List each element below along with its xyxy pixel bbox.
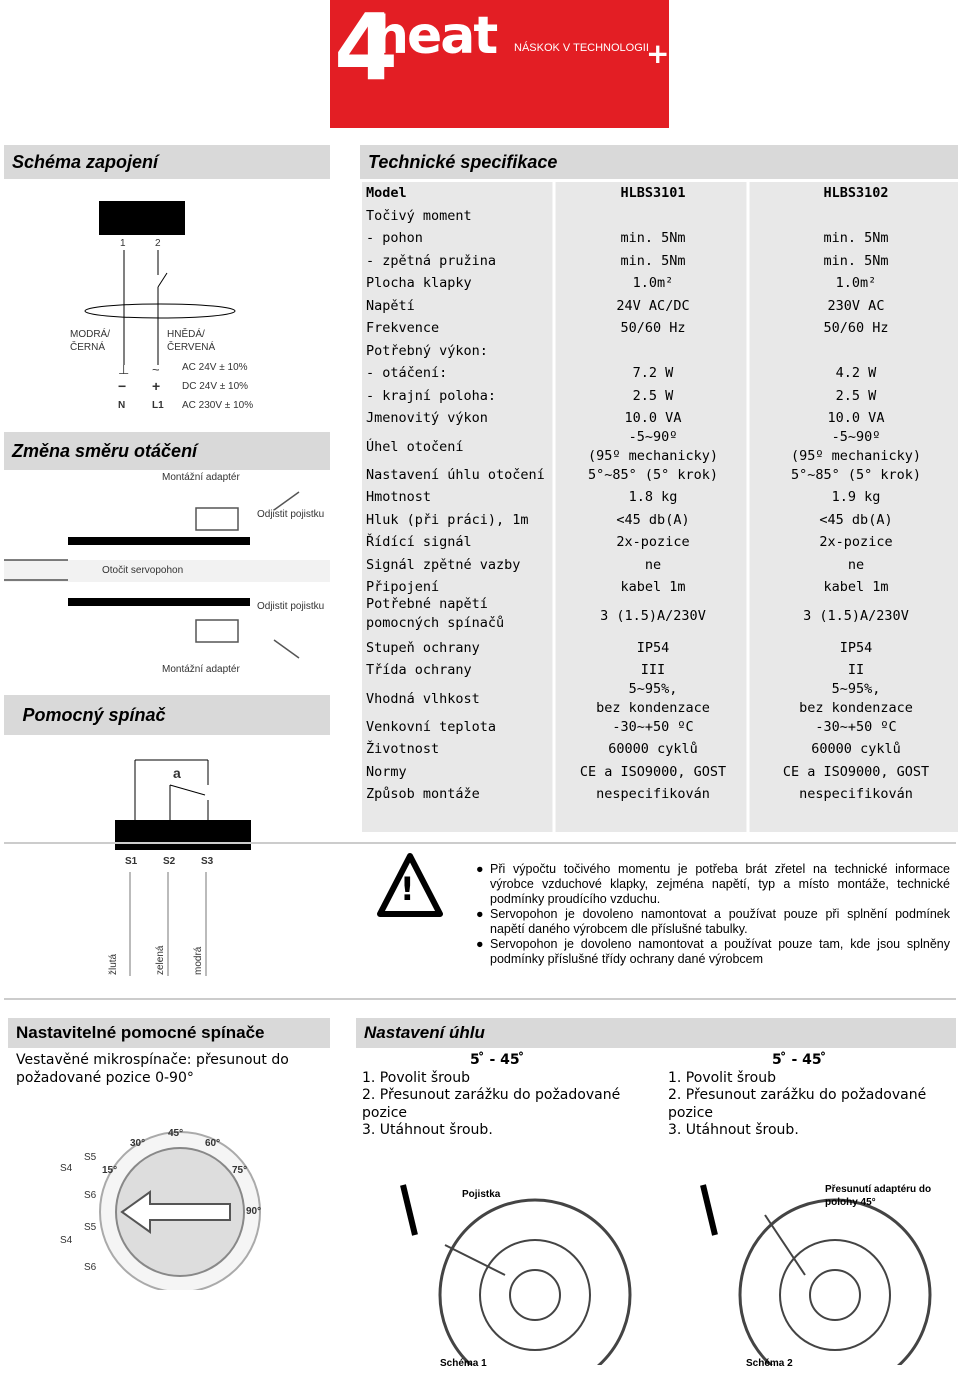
fuse-bottom-label: Odjistit pojistku [257,601,325,612]
adapter-bottom-label: Montážní adaptér [162,664,240,675]
angle-step: 1. Povolit šroub [668,1069,776,1086]
dial-angle: 45° [168,1128,184,1139]
spec-row: Jmenovitý výkon 10.0 VA 10.0 VA [366,410,885,426]
aux-switch-title: Pomocný spínač [4,695,184,735]
wire-yellow: žlutá [108,953,119,975]
angle-col-2 [668,1052,948,1140]
spec-header-row: Model HLBS3101 HLBS3102 [366,185,889,201]
wire-green: zelená [155,945,166,975]
rotation-title: Změna směru otáčení [4,432,330,470]
adapter-top-label: Montážní adaptér [162,472,240,483]
fuse-top-label: Odjistit pojistku [257,509,325,520]
angle-range-1: 5 ̊ - 45 ̊ [470,1052,525,1068]
angle-col-1 [362,1052,642,1140]
adjustable-title: Nastavitelné pomocné spínače [8,1018,330,1048]
wiring-title: Schéma zapojení [4,145,330,179]
spec-row: - pohon min. 5Nm min. 5Nm [366,230,889,246]
terminal-1: 1 [120,238,126,249]
spec-row: Signál zpětné vazby ne ne [366,556,865,573]
dial-angle: 60° [205,1138,221,1149]
rotation-diagram [4,480,330,670]
spec-row: Nastavení úhlu otočení 5°~85° (5° krok) 5°~85° (5° krok) [366,466,922,483]
move-adapter-label: Přesunutí adaptéru do polohy 45° [825,1184,932,1208]
note-item: ● Při výpočtu točivého momentu je potřeba brát zřetel na technické informace výrobce vzduchové klapky, zejména napětí, typ a místo montáže, technické podmínky proudícího vzduchu. [476,862,950,906]
spec-row: Připojení kabel 1m kabel 1m [366,579,889,595]
notes-list [476,862,950,967]
dial-label: S5 [84,1152,97,1163]
legend-row: ⊥ ~ AC 24V ± 10% [118,362,248,377]
angle-step: 2. Přesunout zarážku do požadované pozice [668,1087,927,1121]
spec-row: Venkovní teplota -30~+50 ºC -30~+50 ºC [366,718,897,735]
angle-step: 2. Přesunout zarážku do požadované pozice [362,1087,621,1121]
dial-label: S6 [84,1262,97,1273]
logo-wordmark: heat [372,6,497,66]
spec-row: Plocha klapky 1.0m² 1.0m² [366,275,877,291]
schema-1-diagram [385,1175,645,1365]
spec-row: Řídící signál 2x-pozice 2x-pozice [366,534,893,550]
schema-2-caption: Schéma 2 [746,1358,793,1369]
wiring-diagram [60,235,310,375]
aux-terminals-diagram [110,858,230,978]
turn-actuator-label: Otočit servopohon [102,565,184,576]
spec-row: Točivý moment [366,207,472,224]
dial-label: S4 [60,1163,73,1174]
dial-angle: 75° [232,1165,248,1176]
note-item: ● Servopohon je dovoleno namontovat a používat pouze při splnění podmínek napětí daného výrobcem dle příslušné tabulky. [476,907,950,936]
logo-plus-icon: + [646,37,670,70]
aux-switch-diagram [110,740,270,850]
gap [330,145,360,179]
spec-row: Stupeň ochrany IP54 IP54 [366,639,873,656]
spec-row: Normy CE a ISO9000, GOST CE a ISO9000, GOST [366,763,930,780]
specs-title: Technické specifikace [360,145,958,179]
angle-range-2: 5 ̊ - 45 ̊ [772,1052,827,1068]
schema-1-caption: Schéma 1 [440,1358,487,1369]
spec-row: Hmotnost 1.8 kg 1.9 kg [366,489,881,505]
dial-label: S4 [60,1235,73,1246]
terminal-s2: S2 [163,856,176,867]
dial-angle: 30° [130,1138,146,1149]
wire-blue: modrá [193,946,204,975]
spec-row: Třída ochrany III II [366,662,865,678]
angle-step: 1. Povolit šroub [362,1069,470,1086]
legend-row: N L1 AC 230V ± 10% [118,400,254,411]
warning-symbol: ! [400,870,415,908]
angle-step: 3. Utáhnout šroub. [668,1122,799,1138]
spec-row: Hluk (při práci), 1m <45 db(A) <45 db(A) [366,511,893,528]
actuator-box [99,201,185,235]
dial-angle: 90° [246,1206,262,1217]
fuse-label: Pojistka [462,1189,501,1200]
legend-row: − + DC 24V ± 10% [118,378,249,394]
spec-row: Vhodná vlhkost 5~95%, bez kondenzace 5~95%, bez kondenzace [366,680,913,716]
spec-row: Napětí 24V AC/DC 230V AC [366,297,885,314]
terminal-s1: S1 [125,856,138,867]
spec-row: Způsob montáže nespecifikován nespecifikován [366,786,913,802]
dial-angle: 15° [102,1165,118,1176]
angle-title: Nastavení úhlu [356,1018,956,1048]
terminal-2: 2 [155,238,161,249]
angle-step: 3. Utáhnout šroub. [362,1122,493,1138]
logo-slogan: NÁSKOK V TECHNOLOGII [514,42,649,54]
dial-label: S5 [84,1222,97,1233]
spec-row: Frekvence 50/60 Hz 50/60 Hz [366,320,889,336]
dial-label: S6 [84,1190,97,1201]
terminal-s3: S3 [201,856,214,867]
wire-label-blue-black: MODRÁ/ ČERNÁ [70,329,110,353]
spec-row: Potřebné napětí pomocných spínačů 3 (1.5)A/230V 3 (1.5)A/230V [366,595,909,631]
voltage-legend [115,362,275,419]
aux-contact-label: a [173,765,181,781]
spec-row: Životnost 60000 cyklů 60000 cyklů [366,741,901,757]
spec-row: - zpětná pružina min. 5Nm min. 5Nm [366,252,889,269]
adjustable-text: Vestavěné mikrospínače: přesunout do požadované pozice 0-90° [16,1052,289,1086]
spec-row: Potřebný výkon: [366,342,488,359]
wire-label-brown-red: HNĚDÁ/ ČERVENÁ [167,329,216,353]
logo-numeral: 4 [334,0,399,101]
spec-row: - otáčení: 7.2 W 4.2 W [366,365,877,381]
spec-row: Úhel otočení -5~90º (95º mechanicky) -5~90º (95º mechanicky) [366,428,922,464]
spec-row: - krajní poloha: 2.5 W 2.5 W [366,387,877,404]
note-item: ● Servopohon je dovoleno namontovat a používat pouze tam, kde jsou splněny podmínky příslušné třídy ochrany dané výrobcem [476,937,950,966]
